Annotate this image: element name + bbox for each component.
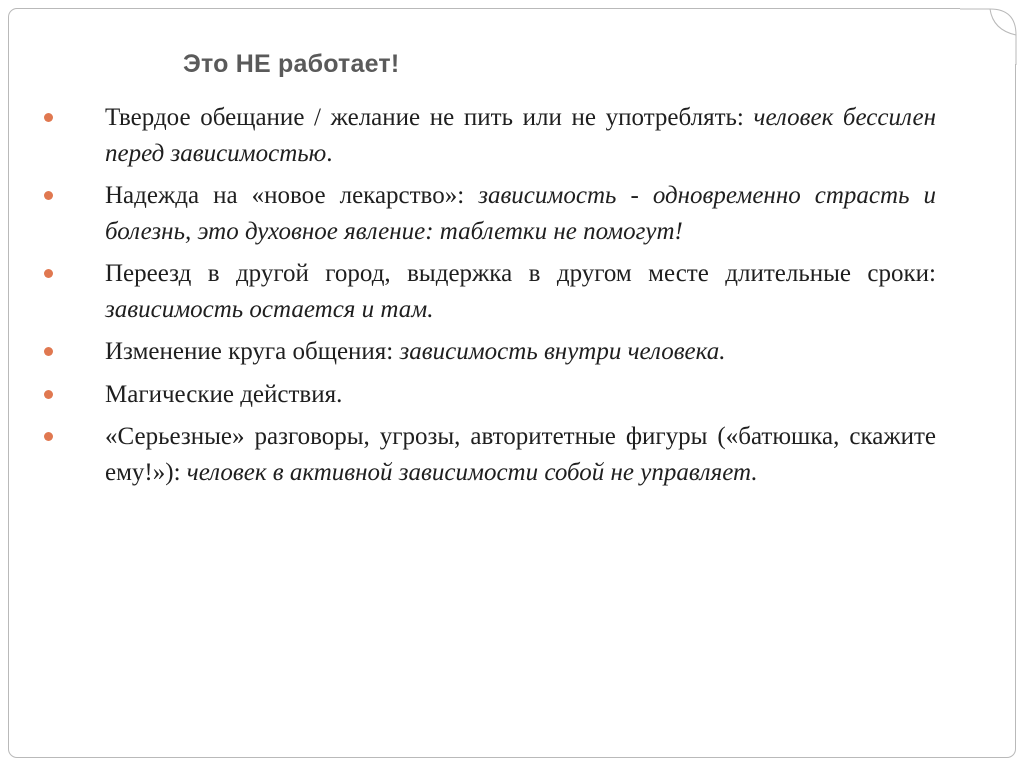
bullet-dot-icon <box>44 113 53 122</box>
bullet-text <box>105 423 936 486</box>
bullet-normal-text: Твердое обещание / желание не пить или не употреблять: <box>105 104 754 131</box>
folded-corner-icon <box>960 8 1017 65</box>
bullet-italic-text: человек бессилен перед зависимостью <box>105 104 936 167</box>
bullet-item <box>44 419 936 490</box>
bullet-dot-icon <box>44 347 53 356</box>
bullet-list <box>44 100 936 497</box>
bullet-text <box>105 182 936 245</box>
bullet-dot-icon <box>44 432 53 441</box>
bullet-text <box>105 260 936 323</box>
bullet-italic-text: человек в активной зависимости собой не управляет. <box>186 458 758 486</box>
bullet-dot-icon <box>44 269 53 278</box>
bullet-item <box>44 334 936 370</box>
folded-corner-decoration <box>960 8 1016 64</box>
bullet-italic-text: зависимость внутри человека. <box>399 338 726 365</box>
bullet-text <box>105 338 725 365</box>
bullet-normal-text: Изменение круга общения: <box>105 338 400 365</box>
bullet-normal-text: Магические действия. <box>105 380 343 408</box>
bullet-text <box>105 104 936 167</box>
bullet-normal-text: Надежда на «новое лекарство»: <box>105 182 479 209</box>
bullet-normal-text: «Серьезные» разговоры, угрозы, авторитетные фигуры («батюшка, скажите ему!»): <box>105 423 936 486</box>
slide-title: Это НЕ работает! <box>183 50 400 78</box>
bullet-italic-text: зависимость остается и там. <box>105 295 434 323</box>
bullet-item <box>44 178 936 249</box>
bullet-tail-text: . <box>326 139 333 167</box>
bullet-text <box>105 381 342 408</box>
bullet-italic-text: зависимость - одновременно страсть и болезнь, это духовное явление: таблетки не помогут! <box>105 182 937 245</box>
bullet-dot-icon <box>44 390 53 399</box>
bullet-normal-text: Переезд в другой город, выдержка в другом месте длительные сроки: <box>105 260 936 287</box>
bullet-dot-icon <box>44 191 53 200</box>
bullet-item <box>44 377 936 413</box>
bullet-item <box>44 256 936 327</box>
bullet-item <box>44 100 936 171</box>
